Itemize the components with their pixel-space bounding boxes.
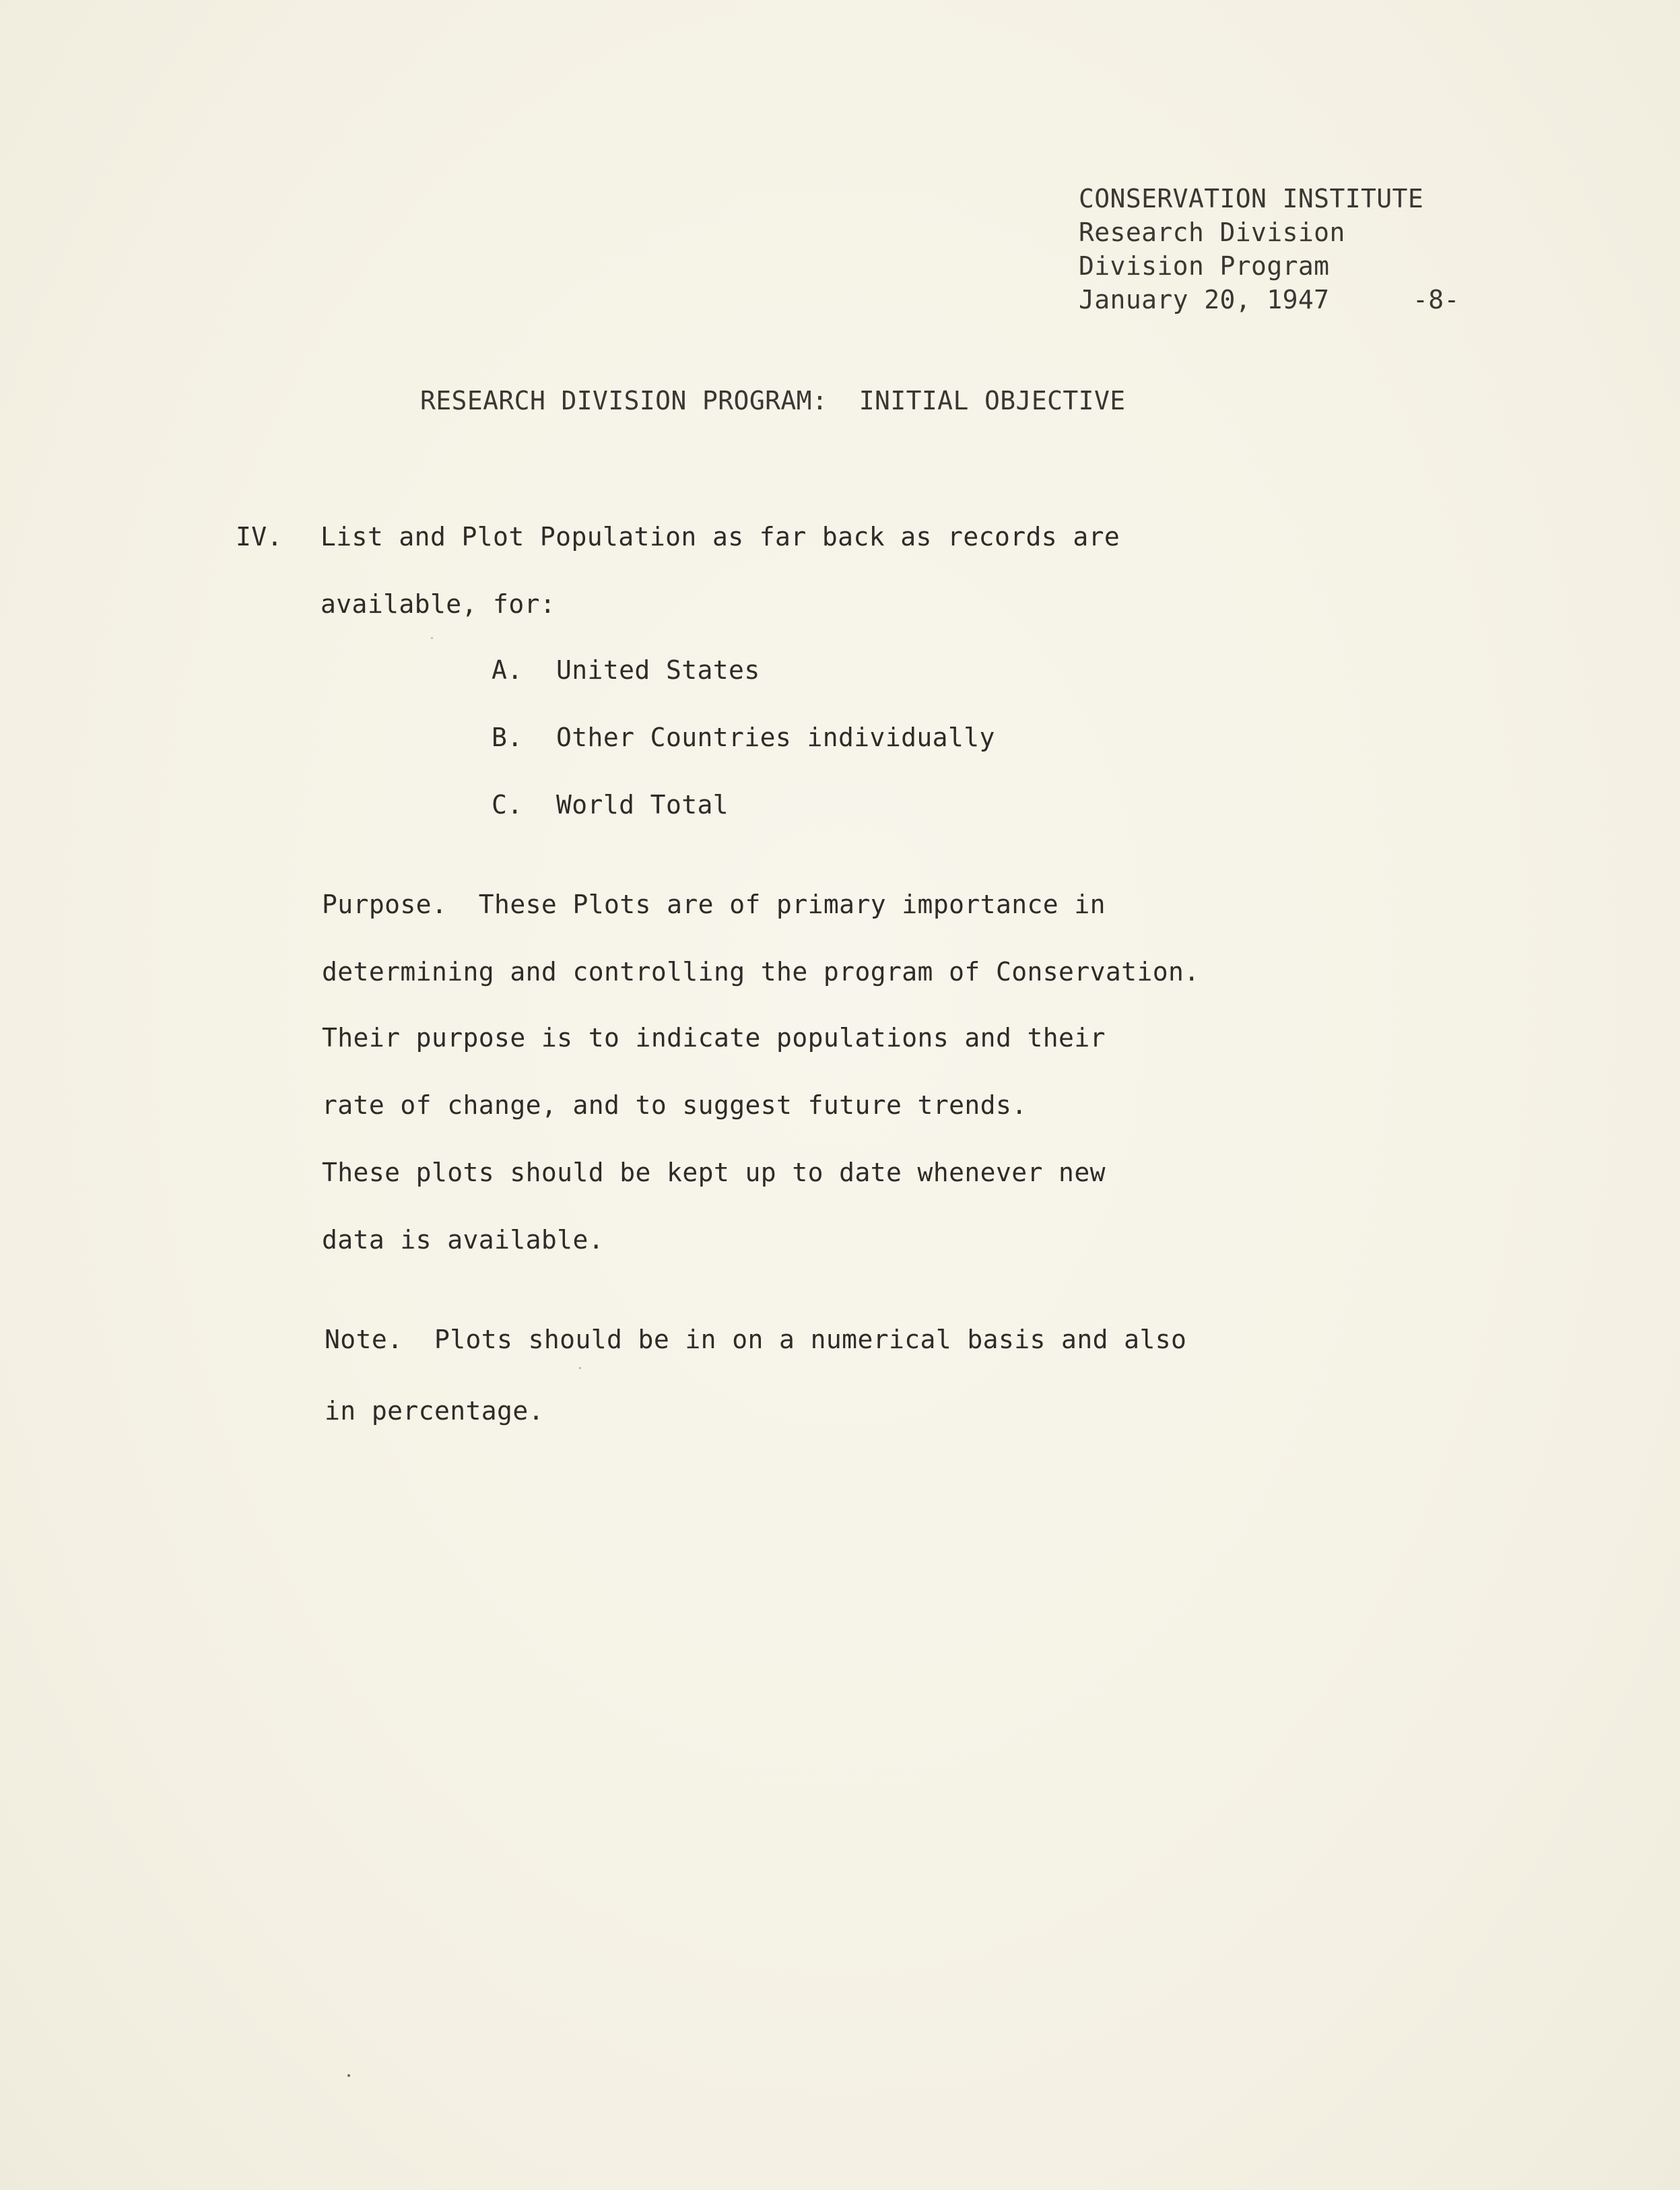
list-item-text: Other Countries individually: [556, 723, 995, 752]
purpose-line: Purpose. These Plots are of primary importance in: [322, 890, 1106, 919]
purpose-line: Their purpose is to indicate populations and their: [322, 1023, 1106, 1053]
letterhead-organization: CONSERVATION INSTITUTE: [1079, 184, 1424, 213]
letterhead-program: Division Program: [1079, 251, 1330, 281]
purpose-line: rate of change, and to suggest future trends.: [322, 1090, 1028, 1120]
letterhead-date: January 20, 1947: [1079, 285, 1330, 314]
paper-speck: [579, 1367, 581, 1369]
note-line: in percentage.: [325, 1396, 544, 1426]
list-item-text: United States: [556, 655, 760, 685]
purpose-line: data is available.: [322, 1225, 605, 1255]
bleed-through-shadow: [444, 438, 1172, 465]
paper-speck: [431, 637, 433, 639]
letterhead-division: Research Division: [1079, 218, 1345, 247]
page-number: -8-: [1413, 285, 1460, 314]
paper-speck: [347, 2074, 350, 2077]
purpose-line: determining and controlling the program of Conservation.: [322, 957, 1200, 987]
list-item-letter: C.: [492, 790, 523, 820]
list-item-letter: A.: [492, 655, 523, 685]
list-item-text: World Total: [556, 790, 729, 820]
list-item-letter: B.: [492, 723, 523, 752]
note-line: Note. Plots should be in on a numerical basis and also: [325, 1325, 1187, 1354]
section-numeral: IV.: [236, 522, 283, 552]
section-intro-line: available, for:: [321, 589, 556, 619]
document-title: RESEARCH DIVISION PROGRAM: INITIAL OBJECTIVE: [420, 386, 1126, 416]
purpose-line: These plots should be kept up to date whenever new: [322, 1158, 1106, 1187]
section-intro-line: List and Plot Population as far back as records are: [321, 522, 1120, 552]
